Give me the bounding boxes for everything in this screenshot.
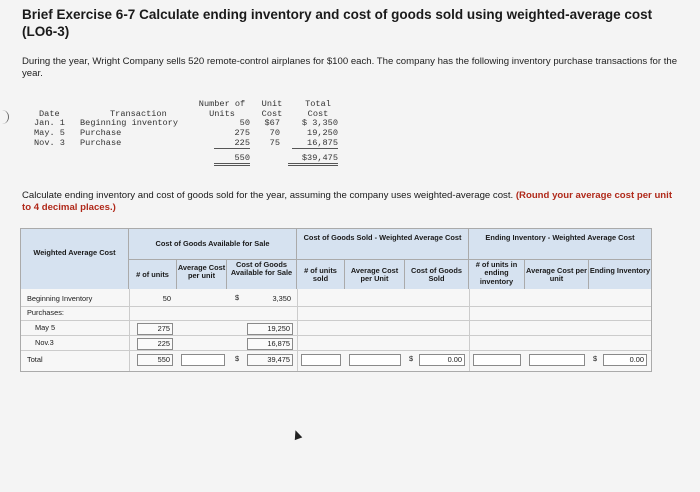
ref-row-total: $ 3,350: [301, 118, 338, 128]
ref-header-date: Date: [39, 109, 60, 119]
ei-avg-cost-input[interactable]: [529, 354, 585, 366]
ref-header-transaction: Transaction: [110, 109, 167, 119]
weighted-average-worksheet: [20, 228, 652, 372]
instruction-text: Calculate ending inventory and cost of goods sold for the year, assuming the company uses weighted-average cost.: [22, 190, 514, 201]
ref-row-unitcost: $67: [264, 118, 280, 128]
cogs-total-input[interactable]: 0.00: [419, 354, 465, 366]
col-cogs-avg: Average Cost per Unit: [345, 259, 405, 289]
ref-row-transaction: Beginning inventory: [80, 118, 178, 128]
ref-total-units: 550: [214, 154, 250, 166]
total-units-cell: 550: [137, 354, 173, 366]
instruction-bold: (Round your average cost per unit to 4 decimal places.): [22, 190, 673, 213]
beg-units-value: 50: [162, 294, 171, 303]
row-label-may: May 5: [35, 323, 56, 332]
row-label-total: Total: [27, 355, 43, 364]
left-edge-bracket: [0, 110, 9, 124]
ei-dollar-sign: $: [593, 354, 598, 363]
ref-header-units-2: Units: [209, 109, 235, 119]
col-avg-cost: Average Cost per unit: [177, 259, 227, 289]
total-cost-cell: 39,475: [247, 354, 293, 366]
ref-row-units: 225: [214, 139, 250, 149]
beg-cost-value: 3,350: [272, 294, 291, 303]
col-divider: [469, 289, 470, 371]
row-divider: [21, 306, 651, 307]
group-cogas: Cost of Goods Available for Sale: [129, 229, 297, 259]
ref-header-total-1: Total: [305, 99, 331, 109]
ref-header-unitcost-2: Cost: [261, 109, 283, 119]
col-ei-total: Ending Inventory: [589, 259, 651, 289]
row-label-beginning: Beginning Inventory: [27, 294, 93, 303]
ref-total-cost: $39,475: [288, 154, 338, 166]
col-cogs-total: Cost of Goods Sold: [405, 259, 469, 289]
ref-row-date: Jan. 1: [34, 118, 65, 128]
ref-header-unitcost-1: Unit: [261, 99, 283, 109]
col-cogas: Cost of Goods Available for Sale: [227, 259, 297, 289]
instructions: [22, 190, 682, 214]
exercise-title: Brief Exercise 6-7 Calculate ending inventory and cost of goods sold using weighted-average cost (LO6-3): [22, 7, 653, 39]
corner-label: Weighted Average Cost: [21, 229, 129, 289]
ref-row-date: May. 5: [34, 128, 65, 138]
ei-total-input[interactable]: 0.00: [603, 354, 647, 366]
nov-units-cell: 225: [137, 338, 173, 350]
ref-row-transaction: Purchase: [80, 138, 122, 148]
cogas-avg-cost-input[interactable]: [181, 354, 225, 366]
ref-row-unitcost: 70: [269, 128, 280, 138]
ref-row-transaction: Purchase: [80, 128, 122, 138]
cogs-avg-cost-input[interactable]: [349, 354, 401, 366]
col-divider: [129, 289, 130, 371]
ref-row-total: 19,250: [307, 128, 338, 138]
cogs-dollar-sign: $: [409, 354, 414, 363]
may-cost-cell: 19,250: [247, 323, 293, 335]
col-units: # of units: [129, 259, 177, 289]
ref-row-units: 50: [239, 118, 250, 128]
intro-text: During the year, Wright Company sells 520 remote-control airplanes for $100 each. The company has the following inventory purchase transactions for the year.: [22, 56, 678, 79]
total-dollar-sign: $: [235, 354, 240, 363]
ref-header-units-1: Number of: [198, 99, 246, 109]
row-divider: [21, 320, 651, 321]
nov-cost-cell: 16,875: [247, 338, 293, 350]
col-ei-units: # of units in ending inventory: [469, 259, 525, 289]
col-cogs-units: # of units sold: [297, 259, 345, 289]
mouse-cursor-icon: [292, 429, 303, 440]
col-divider: [297, 289, 298, 371]
ref-header-total-2: Cost: [307, 109, 329, 119]
group-cogs: Cost of Goods Sold - Weighted Average Cost: [297, 229, 469, 259]
ref-row-unitcost: 75: [269, 138, 280, 148]
ref-row-date: Nov. 3: [34, 138, 65, 148]
ei-units-input[interactable]: [473, 354, 521, 366]
row-label-nov: Nov.3: [35, 338, 54, 347]
row-divider: [21, 335, 651, 336]
row-divider: [21, 350, 651, 351]
ref-row-total: 16,875: [292, 139, 338, 149]
group-ending-inventory: Ending Inventory - Weighted Average Cost: [469, 229, 651, 259]
col-ei-avg: Average Cost per unit: [525, 259, 589, 289]
may-units-cell: 275: [137, 323, 173, 335]
ref-row-units: 275: [234, 128, 250, 138]
row-label-purchases: Purchases:: [27, 308, 64, 317]
cogs-units-input[interactable]: [301, 354, 341, 366]
beg-dollar-sign: $: [235, 293, 240, 302]
